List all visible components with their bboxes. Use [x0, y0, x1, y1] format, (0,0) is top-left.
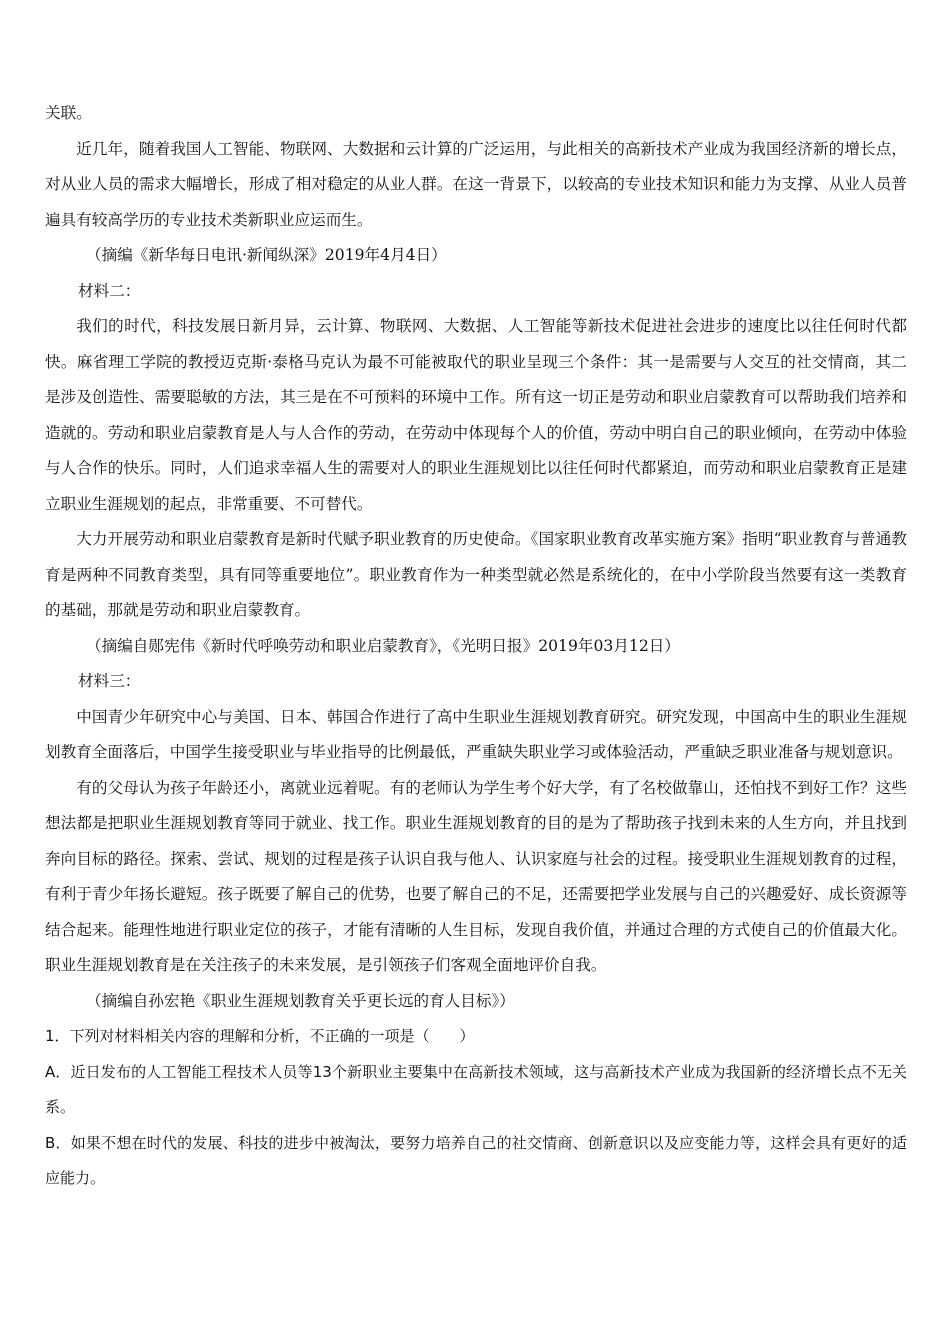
- source-citation-two: （摘编自郧宪伟《新时代呼唤劳动和职业启蒙教育》，《光明日报》2019年03月12日）: [86, 636, 680, 655]
- document-page: [45, 96, 907, 1197]
- material-two-heading: 材料二：: [78, 281, 141, 300]
- material-three-heading: 材料三：: [78, 672, 141, 690]
- source-citation-three: （摘编自孙宏艳《职业生涯规划教育关乎更长远的育人目标》）: [86, 991, 515, 1010]
- paragraph-material-two-b: 大力开展劳动和职业启蒙教育是新时代赋予职业教育的历史使命。《国家职业教育改革实施方案》指明“职业教育与普通教育是两种不同教育类型，具有同等重要地位”。职业教育作为一种类型就必然是系统化的，在中小学阶段当然要有这一类教育的基础，那就是劳动和职业启蒙教育。: [45, 530, 907, 619]
- paragraph-continuation: 关联。: [45, 104, 92, 122]
- paragraph-material-two-a: 我们的时代，科技发展日新月异，云计算、物联网、大数据、人工智能等新技术促进社会进步的速度比以往任何时代都快。麻省理工学院的教授迈克斯·泰格马克认为最不可能被取代的职业呈现三个条件：其一是需要与人交互的社交情商，其二是涉及创造性、需要聪敏的方法，其三是在不可预料的环境中工作。所有这一切正是劳动和职业启蒙教育可以帮助我们培养和造就的。劳动和职业启蒙教育是人与人合作的劳动，在劳动中体现每个人的价值，劳动中明白自己的职业倾向，在劳动中体验与人合作的快乐。同时，人们追求幸福人生的需要对人的职业生涯规划比以往任何时代都紧迫，而劳动和职业启蒙教育正是建立职业生涯规划的起点，非常重要、不可替代。: [45, 317, 907, 513]
- paragraph-material-one: 近几年，随着我国人工智能、物联网、大数据和云计算的广泛运用，与此相关的高新技术产业成为我国经济新的增长点，对从业人员的需求大幅增长，形成了相对稳定的从业人群。在这一背景下，以较高的专业技术知识和能力为支撑、从业人员普遍具有较高学历的专业技术类新职业应运而生。: [45, 139, 907, 229]
- source-citation-one: （摘编《新华每日电讯·新闻纵深》2019年4月4日）: [86, 246, 447, 264]
- question-option-b: B．如果不想在时代的发展、科技的进步中被淘汰，要努力培养自己的社交情商、创新意识以及应变能力等，这样会具有更好的适应能力。: [45, 1133, 907, 1187]
- paragraph-material-three-a: 中国青少年研究中心与美国、日本、韩国合作进行了高中生职业生涯规划教育研究。研究发现，中国高中生的职业生涯规划教育全面落后，中国学生接受职业与毕业指导的比例最低，严重缺失职业学习或体验活动，严重缺乏职业准备与规划意识。: [45, 707, 907, 761]
- question-stem: 1．下列对材料相关内容的理解和分析，不正确的一项是（ ）: [45, 1027, 475, 1045]
- paragraph-material-three-b: 有的父母认为孩子年龄还小，离就业远着呢。有的老师认为学生考个好大学，有了名校做靠山，还怕找不到好工作？这些想法都是把职业生涯规划教育等同于就业、找工作。职业生涯规划教育的目的是为了帮助孩子找到未来的人生方向，并且找到奔向目标的路径。探索、尝试、规划的过程是孩子认识自我与他人、认识家庭与社会的过程。接受职业生涯规划教育的过程，有利于青少年扬长避短。孩子既要了解自己的优势，也要了解自己的不足，还需要把学业发展与自己的兴趣爱好、成长资源等结合起来。能理性地进行职业定位的孩子，才能有清晰的人生目标，发现自我价值，并通过合理的方式使自己的价值最大化。职业生涯规划教育是在关注孩子的未来发展，是引领孩子们客观全面地评价自我。: [45, 778, 907, 974]
- question-option-a: A．近日发布的人工智能工程技术人员等13个新职业主要集中在高新技术领域，这与高新技术产业成为我国新的经济增长点不无关系。: [45, 1062, 907, 1116]
